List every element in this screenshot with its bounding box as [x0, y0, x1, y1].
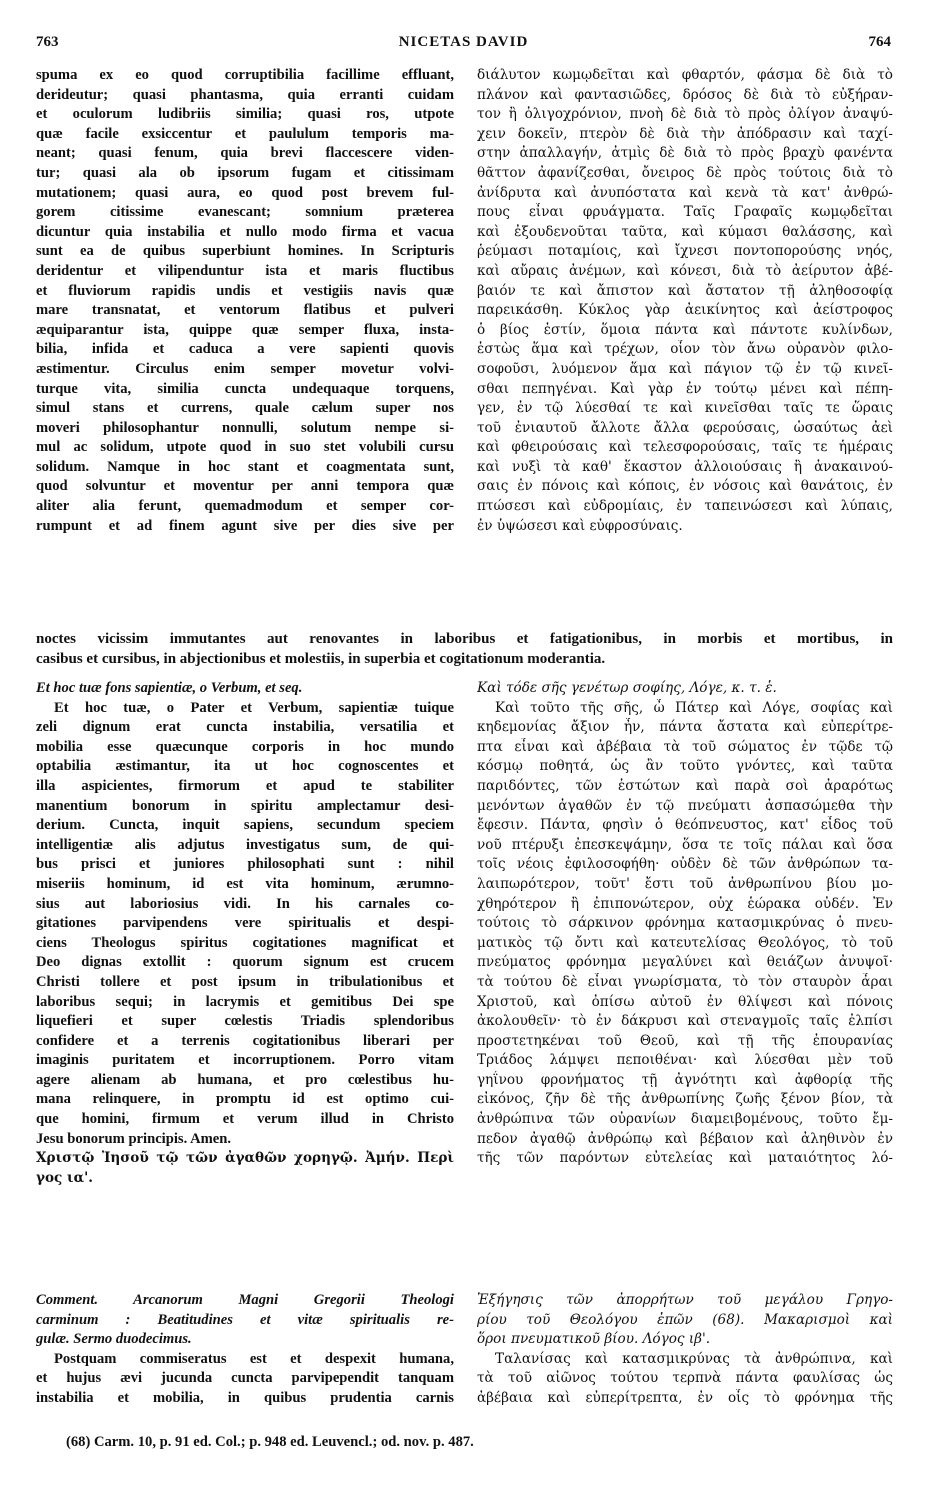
latin-text-line: moveri philosophantur nonnulli, solutum nempe si- — [36, 419, 454, 436]
commentary-heading-line: ρίου τοῦ Θεολόγου ἐπῶν (68). Μακαρισμοὶ καὶ — [477, 1311, 893, 1328]
latin-text-line: mare transnatat, et ventorum flatibus et pulveri — [36, 302, 454, 319]
greek-text-line: τῆς τῶν παρόντων εὐτελείας καὶ ματαιότητος λό- — [477, 1150, 893, 1167]
latin-text-line: que homini, firmum et verum illud in Christo — [36, 1111, 454, 1128]
latin-text-line: Postquam commiseratus est et despexit humana, — [54, 1350, 454, 1367]
latin-text-line: bus prisci et juniores philosophati sunt : nihil — [36, 856, 454, 873]
greek-text-line: ὁ βίος ἐστίν, ὅμοια πάντα καὶ πάντοτε κυλίνδων, — [477, 321, 893, 338]
greek-text-line: βαιόν τε καὶ ἄπιστον καὶ ἄστατον τῇ ἀληθοσοφίᾳ — [477, 282, 893, 299]
latin-text-line: miseriis hominum, id est vita hominum, ærumno- — [36, 875, 454, 892]
latin-text-line: bilia, infida et caduca a vere sapienti quovis — [36, 341, 454, 358]
latin-column-top — [36, 66, 454, 536]
greek-text-line: Χριστῷ Ἰησοῦ τῷ τῶν ἀγαθῶν χορηγῷ. Ἀμήν. Περὶ — [36, 1150, 454, 1167]
latin-text-line: manentium bonorum in spiritu amplectamur desi- — [36, 797, 454, 814]
greek-text-line: τοῖς νέοις ἐφιλοσοφήθη· οὐδὲν δὲ τῶν ἀνθρώπων τα- — [477, 856, 893, 873]
greek-text-line: σαις ἐν πόνοις καὶ κόποις, ἐν νόσοις καὶ θανάτοις, ἐν — [477, 478, 893, 495]
latin-text-line: æquiparantur ista, quippe quæ semper fluxa, insta- — [36, 321, 454, 338]
latin-text-line: aliter alia ferunt, quemadmodum et semper cor- — [36, 498, 454, 515]
greek-text-line: ἀκολουθεῖν· τὸ ἐν δάκρυσι καὶ στεναγμοῖς ταῖς ἐλπίσι — [477, 1013, 893, 1030]
left-page-number: 763 — [36, 34, 59, 50]
latin-text-line: gorem citissime evanescant; somnium præterea — [36, 204, 454, 221]
latin-lemma: Et hoc tuæ fons sapientiæ, o Verbum, et seq. — [36, 680, 303, 696]
latin-text-line: noctes vicissim immutantes aut renovantes in laboribus et fatigationibus, in morbis et mortibus, in — [36, 631, 893, 647]
greek-text-line: παρεικάσθη. Κύκλος γὰρ ἀεικίνητος καὶ ἀείστροφος — [477, 302, 893, 319]
commentary-heading-line: ὅροι πνευματικοῦ βίου. Λόγος ιβ'. — [477, 1331, 711, 1348]
latin-text-line: casibus et cursibus, in abjectionibus et molestiis, in superbia et cogitationum moderantia. — [36, 651, 606, 667]
full-width-latin — [36, 629, 893, 669]
greek-text-line: ἑστὼς ἅμα καὶ τρέχων, οἷον τὸν ἄνω οὐρανὸν φιλο- — [477, 341, 893, 358]
latin-text-line: mul ac solidum, utpote quod in suo stet volubili cursu — [36, 439, 454, 456]
greek-text-line: πους εἶναι φρυάγματα. Ταῖς Γραφαῖς κωμῳδεῖται — [477, 204, 893, 221]
latin-text-line: et oculorum ludibriis similia; quasi ros, utpote — [36, 106, 454, 123]
greek-text-line: γεν, ἐν τῷ λύεσθαί τε καὶ κινεῖσθαι ταῖς τε ὥραις — [477, 400, 893, 417]
footnote: (68) Carm. 10, p. 91 ed. Col.; p. 948 ed. Leuvencl.; od. nov. p. 487. — [66, 1434, 474, 1450]
latin-text-line: tur; quasi ala ob ipsorum fugam et citissimam — [36, 164, 454, 181]
greek-text-line: καὶ φθειρούσαις καὶ τελεσφορούσαις, ταῖς τε ἡμέραις — [477, 439, 893, 456]
latin-text-line: illa aspicientes, firmorum et apud te stabiliter — [36, 777, 454, 794]
latin-text-line: instabilia et mobilia, in quibus prudentia carnis — [36, 1389, 454, 1406]
latin-text-line: optabilia æstimantur, ita ut hoc cognoscentes et — [36, 758, 454, 775]
latin-text-line: mutationem; quasi aura, eo quod post brevem ful- — [36, 184, 454, 201]
greek-text-line: στην ἀπαλλαγήν, ἀτμὶς δὲ διὰ τὸ πρὸς βραχὺ φανέντα — [477, 145, 893, 162]
latin-text-line: liquefieri et super cœlestis Triadis splendoribus — [36, 1013, 454, 1030]
greek-column-bottom — [477, 679, 893, 1169]
commentary-heading-line: Comment. Arcanorum Magni Gregorii Theologi — [36, 1292, 454, 1308]
latin-text-line: spuma ex eo quod corruptibilia facillime effluant, — [36, 67, 454, 83]
greek-text-line: πεδον ἀγαθῷ ἀνθρώπῳ καὶ βέβαιον καὶ ἀληθινὸν ἐν — [477, 1130, 893, 1147]
greek-text-line: καὶ νυξὶ τὰ καθ' ἕκαστον ἀλλοιούσαις ἢ ἀνακαινού- — [477, 458, 893, 475]
greek-text-line: χειν δοκεῖν, πτερὸν δὲ διὰ τὴν ἀπόδρασιν καὶ ταχί- — [477, 125, 893, 142]
right-page-number: 764 — [868, 34, 891, 50]
latin-text-line: turque vita, similia cuncta undequaque torquens, — [36, 380, 454, 397]
latin-text-line: quæ facile exsiccentur et paululum temporis ma- — [36, 125, 454, 142]
latin-text-line: confidere et a terrenis cogitationibus liberari per — [36, 1032, 454, 1049]
greek-column-top — [477, 66, 893, 536]
latin-text-line: Deo dignas extollit : quorum signum est crucem — [36, 954, 454, 971]
greek-text-line: σοφοῦσι, λυόμενον ἅμα καὶ πάγιον τῷ ἐν τῷ κινεῖ- — [477, 360, 893, 377]
latin-text-line: dicuntur quia instabilia et nullo modo firma et vacua — [36, 223, 454, 240]
latin-text-line: agere alienam ab humana, et pro cœlestibus hu- — [36, 1071, 454, 1088]
greek-lemma: Καὶ τόδε σῆς γενέτωρ σοφίης, Λόγε, κ. τ. ἑ. — [477, 680, 777, 696]
latin-text-line: Et hoc tuæ, o Pater et Verbum, sapientiæ tuique — [54, 699, 454, 716]
commentary-heading-line: Ἐξήγησις τῶν ἀπορρήτων τοῦ μεγάλου Γρηγο- — [477, 1292, 893, 1308]
greek-text-line: γηΐνου φρονήματος τῇ ἀγνότητι καὶ ἀφθορίᾳ τῆς — [477, 1071, 893, 1088]
latin-text-line: laboribus sequi; in lacrymis et gemitibus Dei spe — [36, 993, 454, 1010]
greek-text-line: τὰ τοῦ αἰῶνος τούτου τερπνὰ πάντα φαυλίσας ὡς — [477, 1370, 893, 1387]
greek-text-line: πνεύματος φρόνημα μεγαλύνει καὶ θειάζων ἀνυψοῖ· — [477, 954, 893, 971]
greek-text-line: τὰ τούτου δὲ εἶναι γνωρίσματα, τὸ τὸν σταυρὸν ἆραι — [477, 973, 893, 990]
latin-text-line: rumpunt et ad finem agunt sive per dies sive per — [36, 517, 454, 534]
greek-text-line: χθηρότερον ἢ ἐπιπονώτερον, οὐχ ἑώρακα οὐδέν. Ἐν — [477, 895, 893, 912]
commentary-heading-line: gulæ. Sermo duodecimus. — [36, 1331, 192, 1348]
latin-text-line: quod solvuntur et moventur per anni tempora quæ — [36, 478, 454, 495]
greek-text-line: καὶ ἐξουδενοῦται ταῦτα, καὶ κύμασι θαλάσσης, καὶ — [477, 223, 893, 240]
latin-text-line: deridentur et vilipenduntur ista et maris fluctibus — [36, 262, 454, 279]
greek-text-line: λαιπωρότερον, τοῦτ' ἔστι τοῦ ἀνθρωπίνου βίου μο- — [477, 875, 893, 892]
latin-text-line: intelligentiæ alis adjutus investigatus sum, de qui- — [36, 836, 454, 853]
greek-text-line: ῥεύμασι ποταμίοις, καὶ ἴχνεσι ποντοπορούσης νηός, — [477, 243, 893, 260]
latin-commentary — [36, 1291, 454, 1409]
greek-text-line: γος ια'. — [36, 1169, 93, 1186]
greek-text-line: μενόντων ἀγαθῶν ἐν τῷ πνεύματι ἀσπασώμεθα τὴν — [477, 797, 893, 814]
greek-text-line: ματικὸς τῷ ὄντι καὶ κατευτελίσας Θεολόγος, τὸ τοῦ — [477, 934, 893, 951]
latin-text-line: derium. Cuncta, inquit sapiens, secundum speciem — [36, 817, 454, 834]
greek-text-line: ἀνίδρυτα καὶ ἀνυπόστατα καὶ κενὰ τὰ κατ' ἀνθρώ- — [477, 184, 893, 201]
greek-text-line: διάλυτον κωμῳδεῖται καὶ φθαρτόν, φάσμα δὲ διὰ τὸ — [477, 67, 893, 83]
greek-text-line: καὶ αὔραις ἀνέμων, καὶ κόνεσι, διὰ τὸ ἀείρυτον ἀβέ- — [477, 262, 893, 279]
latin-text-line: sunt ea de quibus superbiunt homines. In Scripturis — [36, 243, 454, 260]
greek-text-line: κόσμῳ ποθητά, ὡς ἂν τοῦτο γνόντες, καὶ ταῦτα — [477, 758, 893, 775]
greek-text-line: τον ἢ ὀλιγοχρόνιον, πνοὴ δὲ διὰ τὸ πρὸς ὀλίγον ἀναψύ- — [477, 106, 893, 123]
greek-text-line: ἀνθρώπινα τῶν οὐρανίων διαμειβομένους, τοῦτο ἔμ- — [477, 1111, 893, 1128]
latin-text-line: imaginis puritatem et incorruptionem. Porro vitam — [36, 1052, 454, 1069]
greek-commentary — [477, 1291, 893, 1409]
latin-text-line: ciens Theologus spiritus cogitationes magnificat et — [36, 934, 454, 951]
greek-text-line: Τριάδος λάμψει πεποιθέναι· καὶ λύεσθαι μὲν τοῦ — [477, 1052, 893, 1069]
latin-text-line: zeli dignum erat cuncta instabilia, versatilia et — [36, 719, 454, 736]
greek-text-line: Ταλανίσας καὶ κατασμικρύνας τὰ ἀνθρώπινα, καὶ — [495, 1350, 893, 1367]
latin-text-line: solidum. Namque in hoc stant et coagmentata sunt, — [36, 458, 454, 475]
latin-column-bottom — [36, 679, 454, 1188]
greek-text-line: Καὶ τοῦτο τῆς σῆς, ὦ Πάτερ καὶ Λόγε, σοφίας καὶ — [495, 699, 893, 716]
latin-text-line: derideutur; quasi phantasma, quia erranti cuidam — [36, 86, 454, 103]
greek-text-line: ἔφεσιν. Πάντα, φησὶν ὁ θεόπνευστος, κατ' εἶδος τοῦ — [477, 817, 893, 834]
latin-text-line: mobilia esse quæcunque corporis in hoc mundo — [36, 738, 454, 755]
greek-text-line: πτα εἶναι καὶ ἀβέβαια τὰ τοῦ σώματος ἐν τῷδε τῷ — [477, 738, 893, 755]
running-title: NICETAS DAVID — [398, 34, 529, 50]
greek-text-line: θᾶττον ἀφανίζεσθαι, ὄνειρος δὲ πρὸς τούτοις διὰ τὸ — [477, 164, 893, 181]
greek-text-line: παριδόντες, τῶν ἑστώτων καὶ παρὰ σοὶ ἀραρότως — [477, 777, 893, 794]
greek-text-line: ἐν ὑψώσεσι καὶ εὐφροσύναις. — [477, 517, 683, 534]
greek-text-line: ἀβέβαια καὶ εὐπερίτρεπτα, ἐν οἷς τὸ φρόνημα τῆς — [477, 1389, 893, 1406]
latin-text-line: simul stans et currens, quale cælum super nos — [36, 400, 454, 417]
greek-text-line: τοῦ ἐνιαυτοῦ ἄλλοτε ἄλλα φερούσαις, ὡσαύτως ἀεὶ — [477, 419, 893, 436]
greek-text-line: πλάνον καὶ φαντασιῶδες, δρόσος δὲ διὰ τὸ εὐξήραν- — [477, 86, 893, 103]
greek-text-line: κηδεμονίας ἄξιον ἦν, πάντα ἄστατα καὶ εὐπερίτρε- — [477, 719, 893, 736]
latin-text-line: gitationes parvipendens vere spiritualis et despi- — [36, 915, 454, 932]
latin-text-line: et hujus ævi jucunda cuncta parvipependit tanquam — [36, 1370, 454, 1387]
latin-text-line: et fluviorum rapidis undis et vestigiis navis quæ — [36, 282, 454, 299]
latin-text-line: Christi tollere et post ipsum in tribulationibus et — [36, 973, 454, 990]
latin-text-line: mana relinquere, in promptu id est optimo cui- — [36, 1091, 454, 1108]
greek-text-line: προστετηκέναι τοῦ Θεοῦ, καὶ τῇ τῆς ἐπουρανίας — [477, 1032, 893, 1049]
latin-text-line: neant; quasi fenum, quia brevi flaccescere viden- — [36, 145, 454, 162]
greek-text-line: πτώσεσι καὶ εὐδρομίαις, ἐν ταπεινώσεσι καὶ λύπαις, — [477, 498, 893, 515]
greek-text-line: νοῦ πτέρυξι ἐπεσκεψάμην, ὅσα τε τοῖς πάλαι καὶ ὅσα — [477, 836, 893, 853]
page-header — [36, 34, 891, 56]
greek-text-line: σθαι πεπηγέναι. Καὶ γὰρ ἐν τούτῳ μένει καὶ πέπη- — [477, 380, 893, 397]
greek-text-line: Χριστοῦ, καὶ ὀπίσω αὐτοῦ ἐν θλίψεσι καὶ πόνοις — [477, 993, 893, 1010]
latin-text-line: æstimentur. Circulus enim semper movetur volvi- — [36, 360, 454, 377]
greek-text-line: εἰκόνος, ζῆν δὲ τῆς ἀνθρωπίνης ζωῆς ξένον βίον, τὰ — [477, 1091, 893, 1108]
commentary-heading-line: carminum : Beatitudines et vitæ spiritualis re- — [36, 1311, 454, 1328]
latin-text-line: sius aut laboriosius vidi. In his carnales co- — [36, 895, 454, 912]
latin-text-line: Jesu bonorum principis. Amen. — [36, 1130, 232, 1147]
greek-text-line: τούτοις τὸ σάρκινον φρόνημα κατασμικρύνας ὁ πνευ- — [477, 915, 893, 932]
